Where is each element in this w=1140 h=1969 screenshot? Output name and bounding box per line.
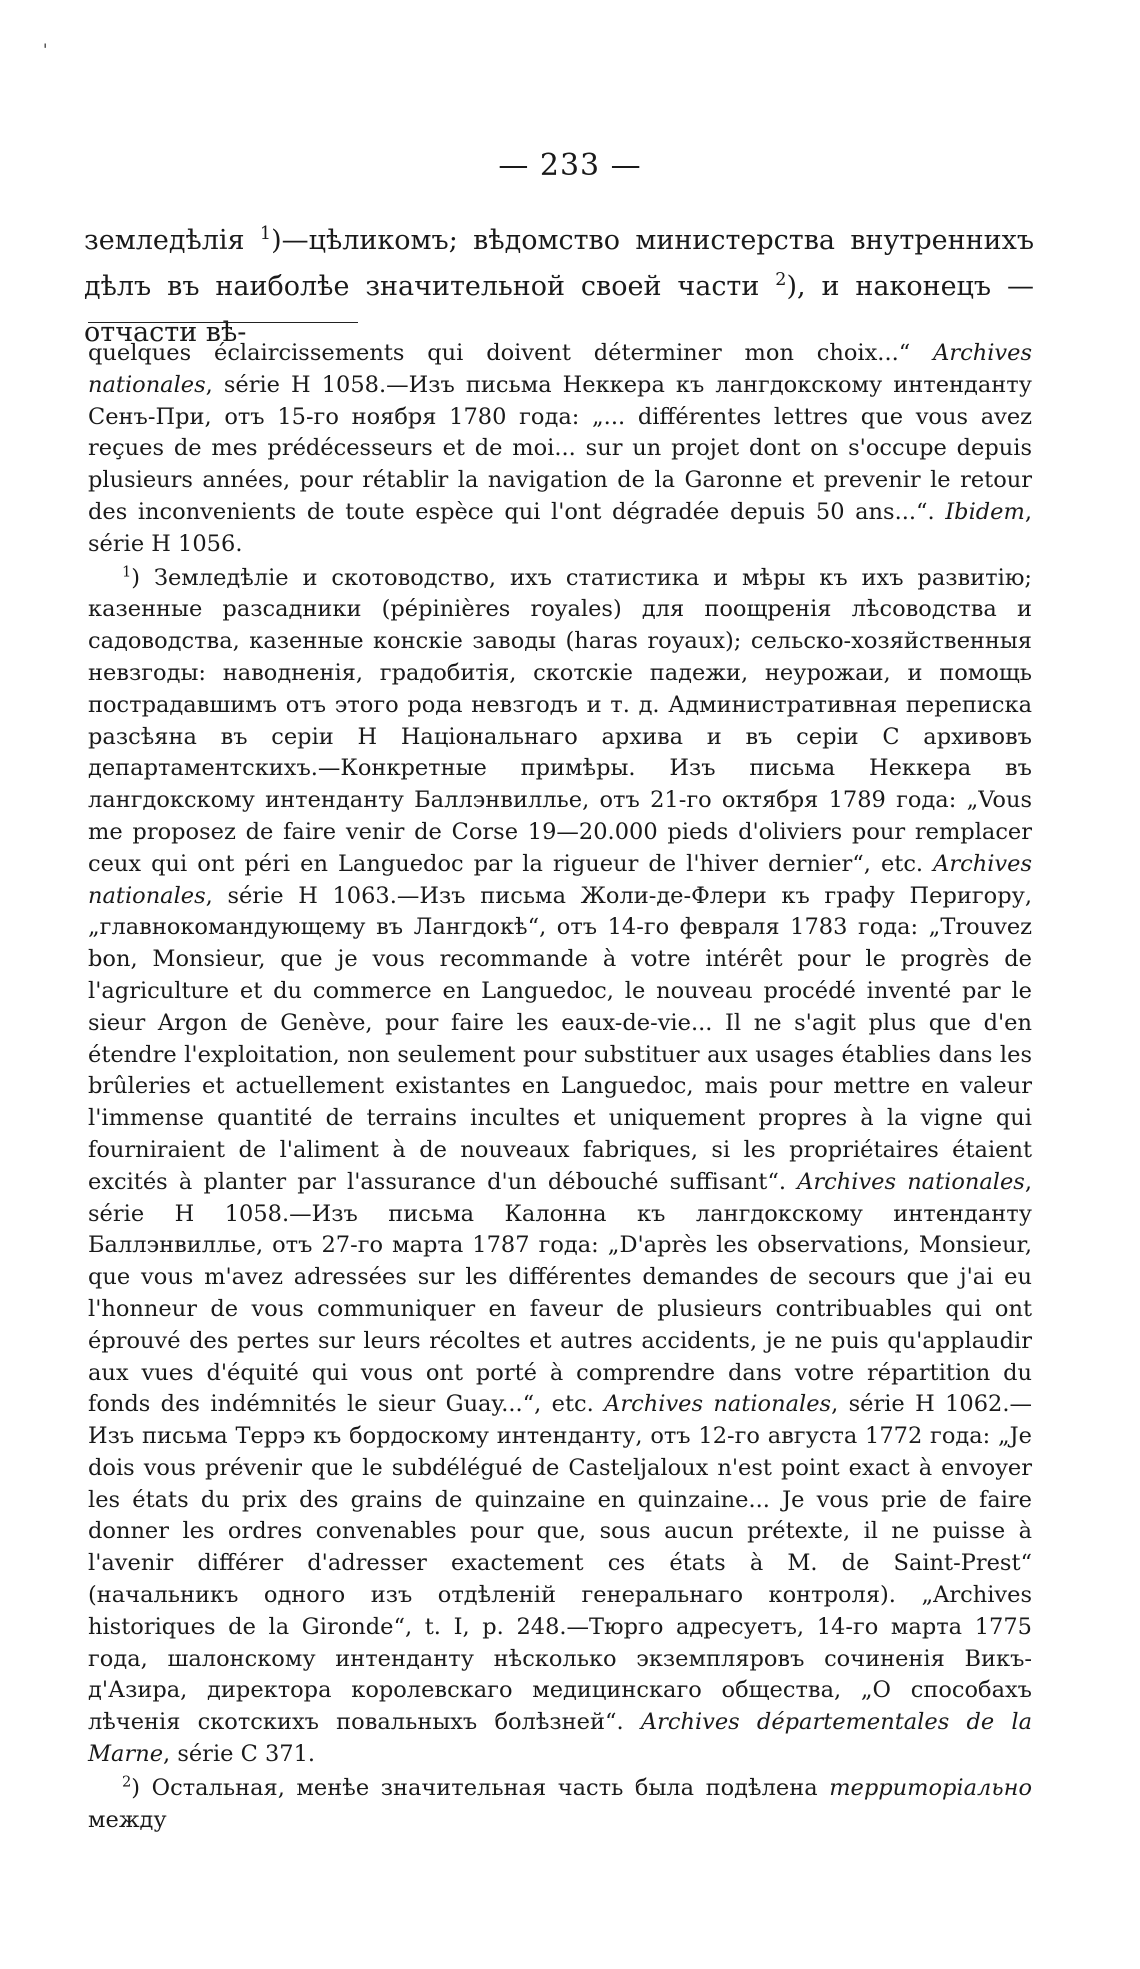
page-number: — 233 — (498, 148, 642, 183)
footnote-divider (88, 322, 358, 323)
footnote-2-marker: 2 (122, 1773, 132, 1791)
footnote-ref-2: 2 (775, 270, 787, 290)
main-paragraph: земледѣлія $^1$)—цѣликомъ; вѣдомство министерства внутреннихъ дѣлъ въ наиболѣе значительной своей части $^2$), и наконецъ —отчасти вѣ- (84, 224, 1034, 348)
footnote-2: $^2$) Остальная, менѣе значительная часть была подѣлена территоріально между (88, 1773, 1032, 1833)
footnote-continuation: quelques éclaircissements qui doivent déterminer mon choix...“ Archives nationales, série H 1058.—Изъ письма Неккера къ лангдокскому интенданту Сенъ-При, отъ 15-го ноября 1780 года: „... différentes lettres que vous avez reçues de mes prédécesseurs et de moi... sur un projet dont on s'occupe depuis plusieurs années, pour rétablir la navigation de la Garonne et prevenir le retour des inconvenients de toute espèce qui l'ont dégradée depuis 50 ans...“. Ibidem, série H 1056. (88, 340, 1032, 557)
main-text (84, 218, 1034, 356)
footnote-1-marker: 1 (122, 563, 132, 581)
footnotes (88, 338, 1032, 1836)
footnote-1: $^1$) Земледѣліе и скотоводство, ихъ статистика и мѣры къ ихъ развитію; казенные разсадники (pépinières royales) для поощренія лѣсоводства и садоводства, казенные конскіе заводы (haras royaux); сельско-хозяйственныя невзгоды: наводненія, градобитія, скотскіе падежи, неурожаи, и помощь пострадавшимъ отъ этого рода невзгодъ и т. д. Административная переписка разсѣяна въ серіи H Національнаго архива и въ серіи C архивовъ департаментскихъ.—Конкретные примѣры. Изъ письма Неккера въ лангдокскому интенданту Баллэнвиллье, отъ 21-го октября 1789 года: „Vous me proposez de faire venir de Corse 19—20.000 pieds d'oliviers pour remplacer ceux qui ont péri en Languedoc par la rigueur de l'hiver dernier“, etc. Archives nationales, série H 1063.—Изъ письма Жоли-де-Флери къ графу Перигору, „главнокомандующему въ Лангдокѣ“, отъ 14-го февраля 1783 года: „Trouvez bon, Monsieur, que je vous recommande à votre intérêt pour le progrès de l'agriculture et du commerce en Languedoc, le nouveau procédé inventé par le sieur Argon de Genève, pour faire les eaux-de-vie... Il ne s'agit plus que d'en étendre l'exploitation, non seulement pour substituer aux usages établies dans les brûleries et actuellement existantes en Languedoc, mais pour mettre en valeur l'immense quantité de terrains incultes et uniquement propres à la vigne qui fourniraient de l'aliment à de nouveaux fabriques, si les propriétaires étaient excités à planter par l'assurance d'un débouché suffisant“. Archives nationales, série H 1058.—Изъ письма Калонна къ лангдокскому интенданту Баллэнвиллье, отъ 27-го марта 1787 года: „D'après les observations, Monsieur, que vous m'avez adressées sur les différentes demandes de secours que j'ai eu l'honneur de vous communiquer en faveur de plusieurs contribuables qui ont éprouvé des pertes sur leurs récoltes et autres accidents, je ne puis qu'applaudir aux vues d'équité qui vous ont porté à comprendre dans votre répartition du fonds des indémnités le sieur Guay...“, etc. Archives nationales, série H 1062.—Изъ письма Террэ къ бордоскому интенданту, отъ 12-го августа 1772 года: „Je dois vous prévenir que le subdélégué de Casteljaloux n'est point exact à envoyer les états du prix des grains de quinzaine en quinzaine... Je vous prie de faire donner les ordres convenables pour que, sous aucun prétexte, il ne puisse à l'avenir différer d'adresser exactement ces états à M. de Saint-Prest“ (начальникъ одного изъ отдѣленій генеральнаго контроля). „Archives historiques de la Gironde“, t. I, p. 248.—Тюрго адресуетъ, 14-го марта 1775 года, шалонскому интенданту нѣсколько экземпляровъ сочиненія Викъ-д'Азира, директора королевскаго медицинскаго общества, „О способахъ лѣченія скотскихъ повальныхъ болѣзней“. Archives départementales de la Marne, série C 371. (88, 563, 1033, 1768)
margin-mark: ' (43, 40, 48, 59)
footnote-ref-1: 1 (259, 224, 272, 244)
